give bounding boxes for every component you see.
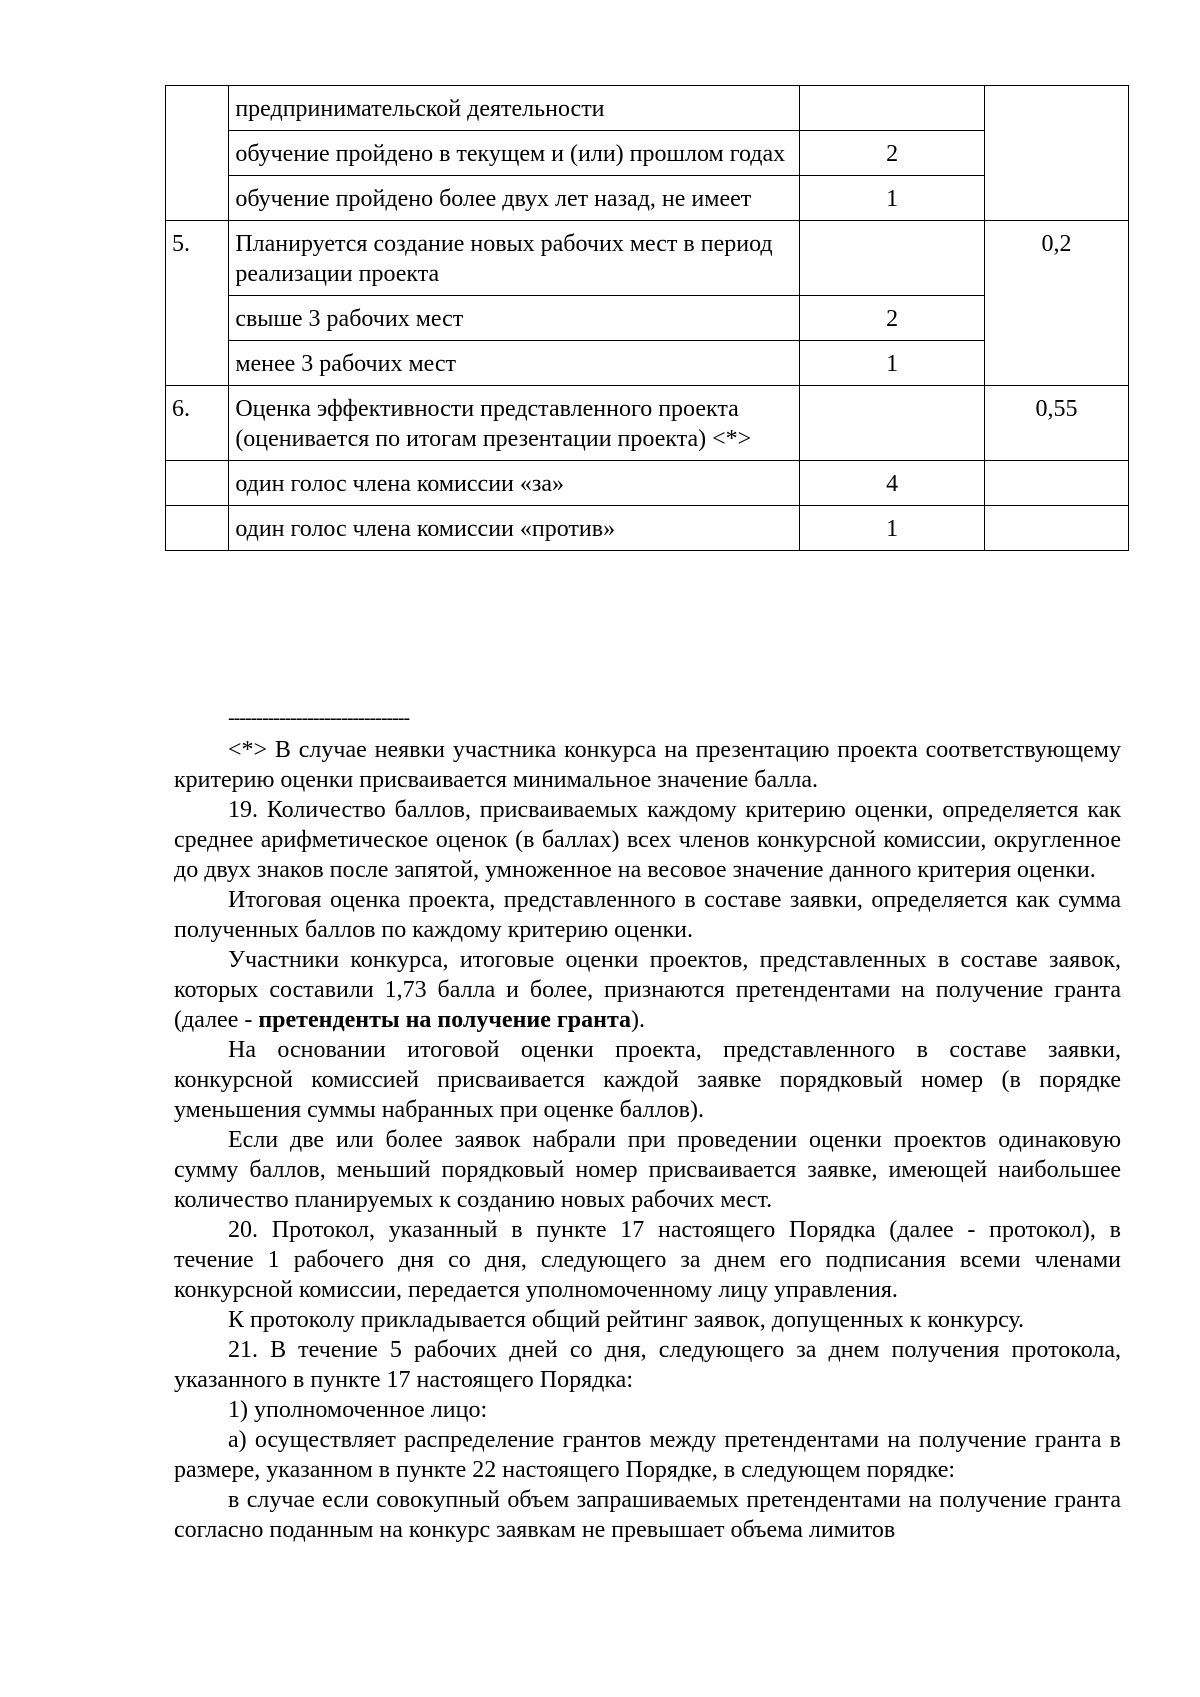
table-cell-criterion: один голос члена комиссии «за» (229, 461, 800, 506)
table-cell-weight: 0,2 (984, 221, 1128, 386)
paragraph-21-1: 1) уполномоченное лицо: (228, 1397, 488, 1423)
paragraph-rating: К протоколу прикладывается общий рейтинг заявок, допущенных к конкурсу. (228, 1307, 1025, 1333)
paragraph-19: 19. Количество баллов, присваиваемых каждому критерию оценки, определяется как среднее арифметическое оценок (в баллах) всех членов конкурсной комиссии, округленное до двух знаков после запятой, умноженное на весовое значение данного критерия оценки. (174, 797, 1121, 883)
table-row (166, 296, 1129, 341)
table-cell-score: 1 (800, 176, 985, 221)
table-row (166, 386, 1129, 461)
table-row (166, 221, 1129, 296)
term-grant-applicants: претенденты на получение гранта (258, 1007, 632, 1033)
table-cell-number: 5. (166, 221, 229, 386)
table-cell-score: 2 (800, 296, 985, 341)
table-cell-criterion: обучение пройдено в текущем и (или) прошлом годах (229, 131, 800, 176)
table-cell-weight (984, 506, 1128, 551)
table-cell-criterion: Оценка эффективности представленного проекта (оценивается по итогам презентации проекта) <*> (229, 386, 800, 461)
table-cell-weight (984, 86, 1128, 221)
table-row (166, 341, 1129, 386)
table-cell-criterion: Планируется создание новых рабочих мест в период реализации проекта (229, 221, 800, 296)
table-cell-score (800, 86, 985, 131)
paragraph-participants (174, 945, 1121, 1035)
paragraph-participants-end: ). (631, 1007, 646, 1033)
paragraph-tie-rule: Если две или более заявок набрали при проведении оценки проектов одинаковую сумму баллов, меньший порядковый номер присваивается заявке, имеющей наибольшее количество планируемых к созданию новых рабочих мест. (174, 1127, 1121, 1213)
table-cell-number (166, 506, 229, 551)
paragraph-20: 20. Протокол, указанный в пункте 17 настоящего Порядка (далее - протокол), в течение 1 рабочего дня со дня, следующего за днем его подписания всеми членами конкурсной комиссии, передается уполномоченному лицу управления. (174, 1217, 1121, 1303)
table-row (166, 506, 1129, 551)
table-cell-score: 2 (800, 131, 985, 176)
footnote-text: <*> В случае неявки участника конкурса на презентацию проекта соответствующему критерию оценки присваивается минимальное значение балла. (174, 737, 1121, 793)
table-cell-criterion: менее 3 рабочих мест (229, 341, 800, 386)
footnote-separator: -------------------------------- (228, 707, 410, 729)
table-row (166, 176, 1129, 221)
table-cell-weight: 0,55 (984, 386, 1128, 461)
table-cell-criterion: свыше 3 рабочих мест (229, 296, 800, 341)
table-row (166, 461, 1129, 506)
table-cell-criterion: обучение пройдено более двух лет назад, не имеет (229, 176, 800, 221)
paragraph-participants-start: Участники конкурса, итоговые оценки проектов, представленных в составе заявок, которых составили 1,73 балла и более, признаются претендентами на получение гранта (далее - (174, 947, 1121, 1033)
document-body (174, 735, 1121, 1545)
paragraph-21: 21. В течение 5 рабочих дней со дня, следующего за днем получения протокола, указанного в пункте 17 настоящего Порядка: (174, 1337, 1121, 1393)
table-cell-score (800, 221, 985, 296)
table-cell-weight (984, 461, 1128, 506)
table-cell-criterion: один голос члена комиссии «против» (229, 506, 800, 551)
paragraph-case: в случае если совокупный объем запрашиваемых претендентами на получение гранта согласно поданным на конкурс заявкам не превышает объема лимитов (174, 1487, 1121, 1543)
paragraph-total-score: Итоговая оценка проекта, представленного в составе заявки, определяется как сумма полученных баллов по каждому критерию оценки. (174, 887, 1121, 943)
table-row (166, 131, 1129, 176)
table-cell-score (800, 386, 985, 461)
paragraph-ranking-basis: На основании итоговой оценки проекта, представленного в составе заявки, конкурсной комиссией присваивается каждой заявке порядковый номер (в порядке уменьшения суммы набранных при оценке баллов). (174, 1037, 1121, 1123)
table-row (166, 86, 1129, 131)
criteria-table (165, 85, 1129, 551)
table-cell-criterion: предпринимательской деятельности (229, 86, 800, 131)
table-cell-number: 6. (166, 386, 229, 461)
table-cell-score: 4 (800, 461, 985, 506)
table-cell-number (166, 86, 229, 221)
paragraph-21-1-a: а) осуществляет распределение грантов между претендентами на получение гранта в размере, указанном в пункте 22 настоящего Порядке, в следующем порядке: (174, 1427, 1121, 1483)
table-cell-score: 1 (800, 506, 985, 551)
table-cell-score: 1 (800, 341, 985, 386)
table-cell-number (166, 461, 229, 506)
